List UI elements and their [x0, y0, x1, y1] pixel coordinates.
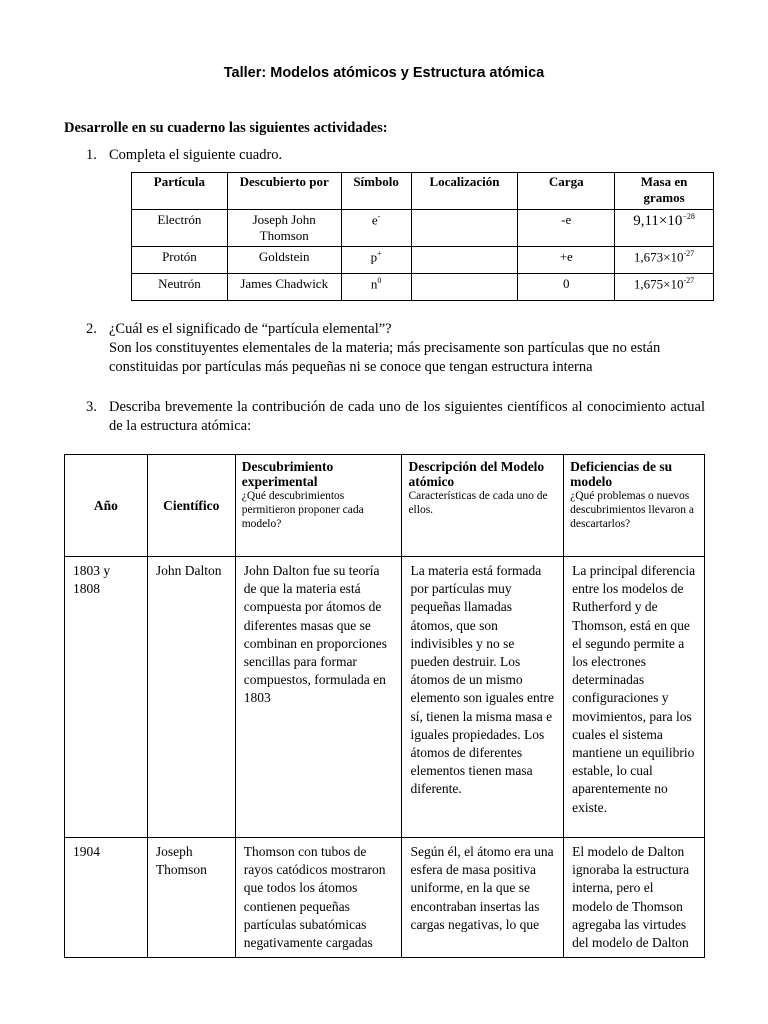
particle-cell: Protón [132, 247, 228, 274]
year-cell: 1803 y 1808 [65, 557, 148, 838]
location-cell [411, 274, 518, 301]
model-cell: La materia está formada por partículas muy pequeñas llamadas átomos, que son indivisibles y no se pueden destruir. Los átomos de un mismo elemento son iguales entre sí, tienen la misma masa e iguales propiedades. Los átomos de diferentes elementos tienen masa diferente. [402, 557, 564, 838]
year-cell: 1904 [65, 838, 148, 958]
charge-cell: -e [518, 210, 615, 247]
scientist-cell: Joseph Thomson [147, 838, 235, 958]
question-number: 2. [86, 321, 97, 337]
column-header-model: Descripción del Modelo atómico Características de cada uno de ellos. [402, 455, 564, 557]
symbol-cell: p+ [341, 247, 411, 274]
location-cell [411, 247, 518, 274]
column-header-deficiency: Deficiencias de su modelo ¿Qué problemas o nuevos descubrimientos llevaron a descartarlos? [564, 455, 705, 557]
question-number: 1. [86, 147, 97, 163]
column-header: Símbolo [341, 173, 411, 210]
symbol-cell: e- [341, 210, 411, 247]
mass-cell: $1,673\times 10^{-27}$ [615, 247, 714, 274]
question-text: Describa brevemente la contribución de cada uno de los siguientes científicos al conocimiento actual de la estructura atómica: [109, 399, 705, 434]
scientists-table [64, 454, 705, 958]
column-header: Masa en gramos [615, 173, 714, 210]
scientist-cell: John Dalton [147, 557, 235, 838]
column-header-discovery: Descubrimiento experimental ¿Qué descubrimientos permitieron proponer cada modelo? [235, 455, 402, 557]
table-row [132, 210, 714, 247]
discovery-cell: John Dalton fue su teoría de que la materia está compuesta por átomos de diferentes masas que se combinan en proporciones sencillas para formar compuestos, formulada en 1803 [235, 557, 402, 838]
page-title: Taller: Modelos atómicos y Estructura atómica [223, 65, 545, 81]
particles-table [131, 172, 714, 301]
column-header: Localización [411, 173, 518, 210]
table-header-row [132, 173, 714, 210]
question-text: ¿Cuál es el significado de “partícula elemental”? [109, 321, 392, 337]
charge-cell: 0 [518, 274, 615, 301]
question-text: Completa el siguiente cuadro. [109, 147, 283, 163]
table-row [132, 247, 714, 274]
deficiency-cell: El modelo de Dalton ignoraba la estructura interna, pero el modelo de Thomson agregaba las virtudes del modelo de Dalton [564, 838, 705, 958]
instructions-heading: Desarrolle en su cuaderno las siguientes actividades: [64, 120, 388, 136]
table-row [65, 838, 705, 958]
question-number: 3. [86, 399, 97, 415]
table-header-row [65, 455, 705, 557]
model-cell: Según él, el átomo era una esfera de masa positiva uniforme, en la que se encontraban insertas las cargas negativas, lo que [402, 838, 564, 958]
column-header: Carga [518, 173, 615, 210]
table-row [65, 557, 705, 838]
charge-cell: +e [518, 247, 615, 274]
mass-cell: $1,675\times 10^{-27}$ [615, 274, 714, 301]
table-row [132, 274, 714, 301]
particle-cell: Neutrón [132, 274, 228, 301]
column-header: Descubierto por [227, 173, 341, 210]
location-cell [411, 210, 518, 247]
answer-text: Son los constituyentes elementales de la materia; más precisamente son partículas que no están constituidas por partículas más pequeñas ni se conoce que tengan estructura interna [109, 340, 661, 375]
column-header-scientist: Científico [147, 455, 235, 557]
discoverer-cell: Joseph John Thomson [227, 210, 341, 247]
discoverer-cell: James Chadwick [227, 274, 341, 301]
discoverer-cell: Goldstein [227, 247, 341, 274]
column-header-year: Año [65, 455, 148, 557]
deficiency-cell: La principal diferencia entre los modelos de Rutherford y de Thomson, está en que el segundo permite a los electrones determinadas configuraciones y movimientos, para los cuales el sistema mantiene un equilibrio estable, lo cual aparentemente no existe. [564, 557, 705, 838]
column-header: Partícula [132, 173, 228, 210]
symbol-cell: $n^0$ [341, 274, 411, 301]
discovery-cell: Thomson con tubos de rayos catódicos mostraron que todos los átomos contienen pequeñas partículas subatómicas negativamente cargadas [235, 838, 402, 958]
particle-cell: Electrón [132, 210, 228, 247]
mass-cell: $9,11\times 10^{-28}$ [615, 210, 714, 247]
